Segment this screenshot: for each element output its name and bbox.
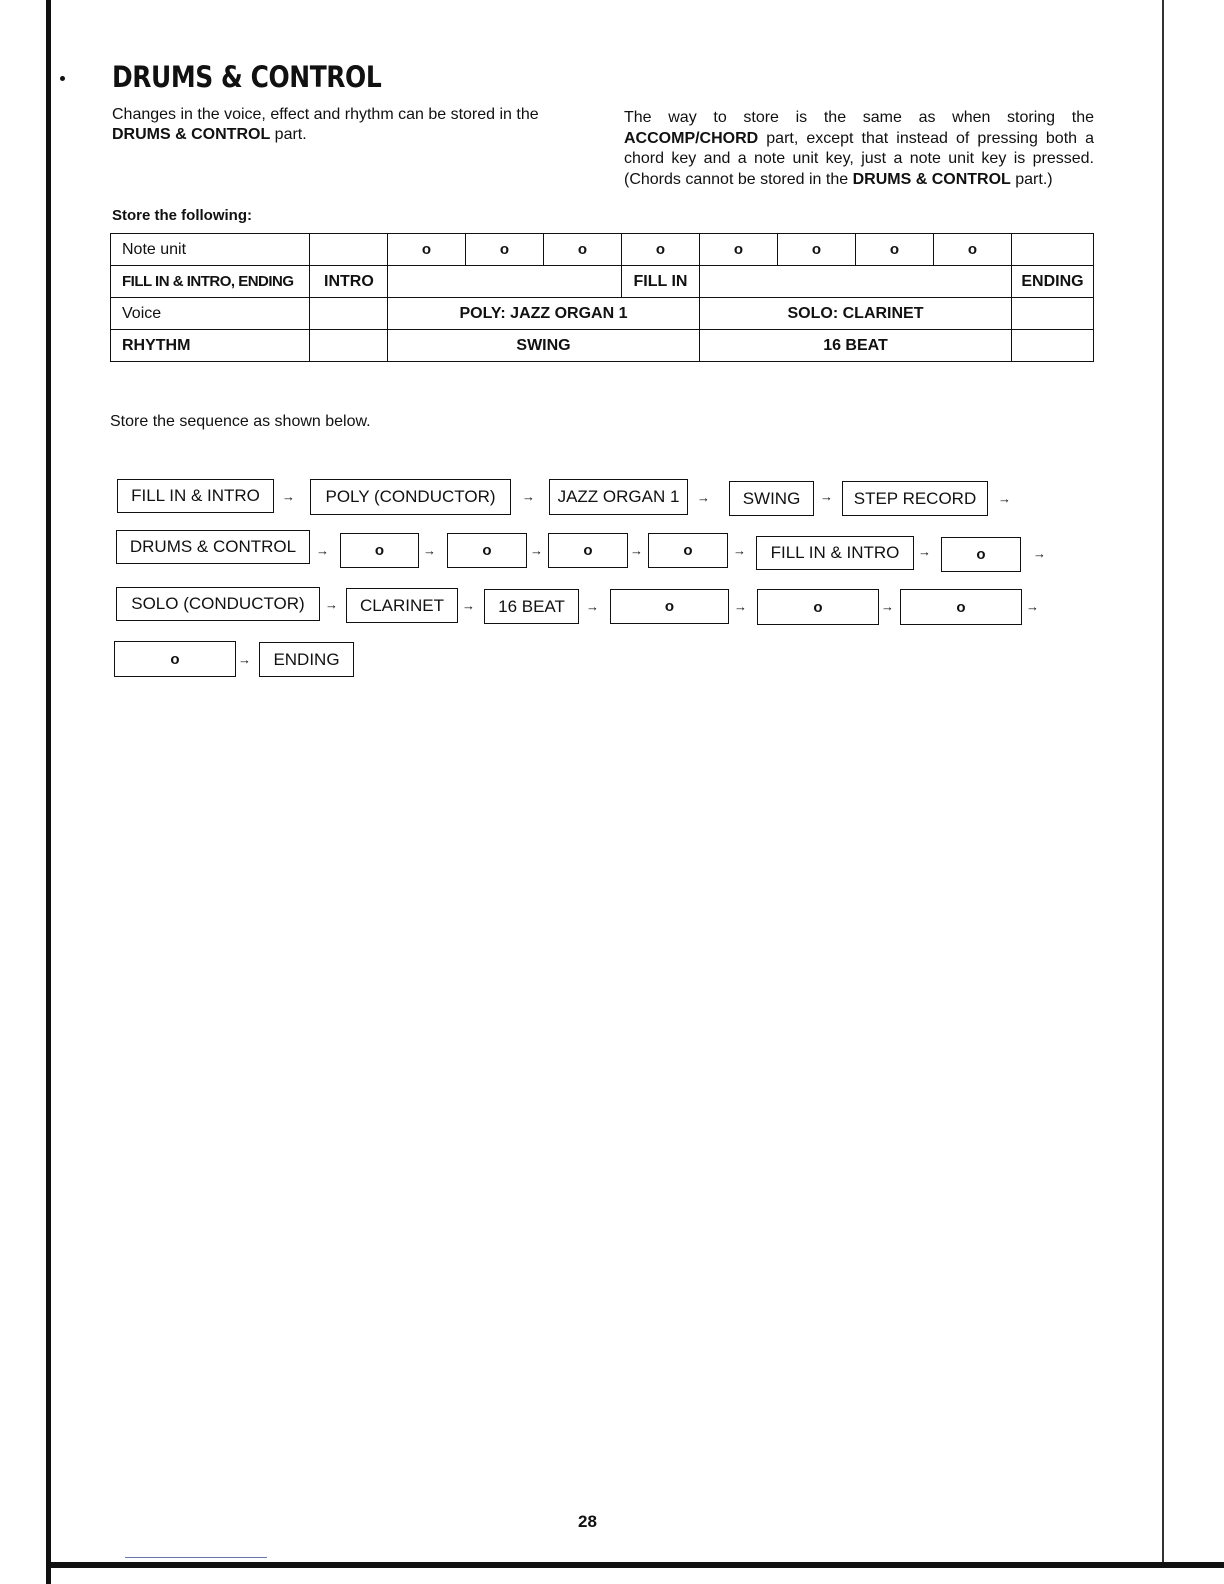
seq-note-box: o — [548, 533, 628, 568]
seq-clarinet-box: CLARINET — [346, 588, 458, 623]
note-cell — [466, 234, 544, 266]
note-cell — [544, 234, 622, 266]
sequence-label: Store the sequence as shown below. — [110, 413, 371, 430]
page-number: 28 — [578, 1512, 597, 1531]
bullet-dot — [60, 76, 65, 81]
note-cell — [622, 234, 700, 266]
arrow-icon: → — [586, 599, 599, 614]
arrow-icon: → — [325, 597, 338, 612]
page-title: DRUMS & CONTROL — [112, 60, 382, 94]
table-row-rhythm — [111, 330, 1094, 362]
note-cell — [778, 234, 856, 266]
rhythm-label: RHYTHM — [111, 330, 310, 362]
note-symbol: o — [811, 240, 822, 258]
footer-line — [125, 1557, 267, 1558]
ending-cell: ENDING — [1012, 266, 1094, 298]
arrow-icon: → — [697, 490, 710, 505]
intro-right-text-3: part.) — [1010, 170, 1053, 188]
note-cell — [700, 234, 778, 266]
note-symbol: o — [967, 240, 978, 258]
table-cell-empty — [388, 266, 622, 298]
seq-note-box: o — [941, 537, 1021, 572]
intro-left-text-2: part. — [270, 126, 307, 143]
page-border-left — [46, 0, 51, 1584]
note-cell — [856, 234, 934, 266]
table-cell-empty — [1012, 330, 1094, 362]
table-row-fill — [111, 266, 1094, 298]
voice-label: Voice — [111, 298, 310, 330]
arrow-icon: → — [423, 543, 436, 558]
arrow-icon: → — [1026, 599, 1039, 614]
seq-note-box: o — [610, 589, 729, 624]
seq-ending-box: ENDING — [259, 642, 354, 677]
note-symbol: o — [655, 240, 666, 258]
seq-solo-conductor-box: SOLO (CONDUCTOR) — [116, 587, 320, 621]
arrow-icon: → — [918, 544, 931, 559]
seq-note-box: o — [648, 533, 728, 568]
seq-note-box: o — [757, 589, 879, 625]
intro-right-bold-1: ACCOMP/CHORD — [624, 129, 759, 147]
note-symbol: o — [889, 240, 900, 258]
voice-poly-cell: POLY: JAZZ ORGAN 1 — [388, 298, 700, 330]
seq-note-box: o — [447, 533, 527, 568]
intro-left-paragraph — [112, 105, 592, 145]
seq-note-box: o — [340, 533, 419, 568]
seq-swing-box: SWING — [729, 481, 814, 516]
arrow-icon: → — [881, 599, 894, 614]
page-border-bottom — [46, 1562, 1224, 1568]
intro-right-text-1: The way to store is the same as when storing the — [624, 109, 1094, 126]
table-cell-empty — [310, 298, 388, 330]
note-cell — [934, 234, 1012, 266]
seq-poly-conductor-box: POLY (CONDUCTOR) — [310, 479, 511, 515]
arrow-icon: → — [316, 543, 329, 558]
note-unit-label: Note unit — [111, 234, 310, 266]
voice-solo-cell: SOLO: CLARINET — [700, 298, 1012, 330]
seq-fill-in-intro-box: FILL IN & INTRO — [117, 479, 274, 513]
arrow-icon: → — [733, 543, 746, 558]
intro-left-text: Changes in the voice, effect and rhythm can be stored in the — [112, 106, 539, 123]
arrow-icon: → — [998, 491, 1011, 506]
arrow-icon: → — [1033, 546, 1046, 561]
rhythm-swing-cell: SWING — [388, 330, 700, 362]
fill-intro-ending-label: FILL IN & INTRO, ENDING — [111, 266, 310, 298]
seq-16-beat-box: 16 BEAT — [484, 589, 579, 624]
note-symbol: o — [499, 240, 510, 258]
intro-right-bold-2: DRUMS & CONTROL — [852, 170, 1011, 188]
intro-right-text-2: part, except that instead of pressing both a chord key and a note unit key, just a note unit key is pressed. (Chords cannot be stored in the — [624, 129, 1094, 188]
arrow-icon: → — [522, 489, 535, 504]
table-row-note-unit — [111, 234, 1094, 266]
arrow-icon: → — [282, 489, 295, 504]
fill-in-cell: FILL IN — [622, 266, 700, 298]
table-cell-empty — [310, 234, 388, 266]
table-cell-empty — [310, 330, 388, 362]
arrow-icon: → — [530, 543, 543, 558]
store-table — [110, 233, 1094, 362]
note-symbol: o — [421, 240, 432, 258]
table-cell-empty — [700, 266, 1012, 298]
arrow-icon: → — [462, 598, 475, 613]
intro-right-paragraph — [624, 108, 1094, 190]
arrow-icon: → — [734, 599, 747, 614]
seq-drums-control-box: DRUMS & CONTROL — [116, 530, 310, 564]
seq-note-box: o — [900, 589, 1022, 625]
note-cell — [388, 234, 466, 266]
store-label: Store the following: — [112, 207, 252, 224]
note-symbol: o — [577, 240, 588, 258]
note-symbol: o — [733, 240, 744, 258]
table-cell-empty — [1012, 234, 1094, 266]
arrow-icon: → — [238, 652, 251, 667]
arrow-icon: → — [630, 543, 643, 558]
arrow-icon: → — [820, 489, 833, 504]
seq-note-box: o — [114, 641, 236, 677]
intro-cell: INTRO — [310, 266, 388, 298]
page-border-right — [1162, 0, 1164, 1566]
rhythm-16beat-cell: 16 BEAT — [700, 330, 1012, 362]
seq-fill-in-intro-box: FILL IN & INTRO — [756, 536, 914, 570]
seq-jazz-organ-box: JAZZ ORGAN 1 — [549, 479, 688, 515]
table-cell-empty — [1012, 298, 1094, 330]
seq-step-record-box: STEP RECORD — [842, 481, 988, 516]
table-row-voice — [111, 298, 1094, 330]
intro-left-bold: DRUMS & CONTROL — [112, 126, 271, 143]
